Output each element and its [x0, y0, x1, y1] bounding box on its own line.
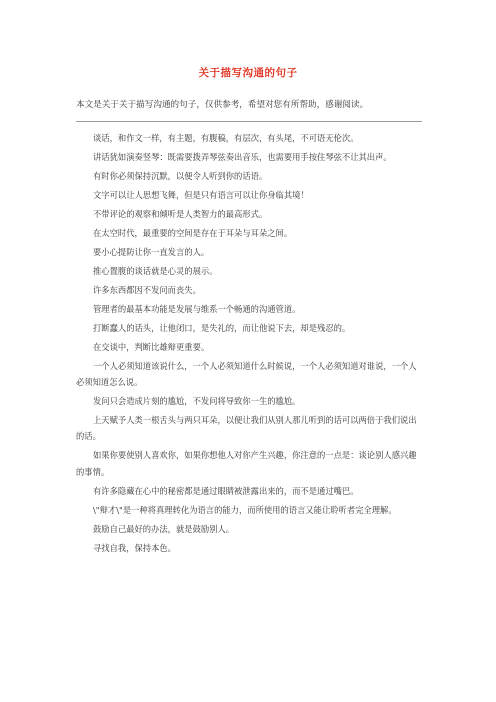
body-paragraph: 有许多隐藏在心中的秘密都是通过眼睛被泄露出来的，而不是通过嘴巴。 — [93, 485, 359, 496]
divider-line — [76, 121, 422, 122]
body-paragraph: 上天赋予人类一根舌头与两只耳朵，以便让我们从别人那儿听到的话可以两倍于我们说出的话。 — [76, 415, 417, 442]
body-paragraph: 要小心提防让你一直发言的人。 — [93, 247, 210, 257]
body-paragraph: 如果你要使别人喜欢你，如果你想他人对你产生兴趣，你注意的一点是：谈论别人感兴趣的事情。 — [76, 450, 417, 477]
body-paragraph: 管理者的最基本功能是发展与维系一个畅通的沟通管道。 — [93, 304, 301, 314]
body-paragraph: 一个人必须知道该说什么，一个人必须知道什么时候说，一个人必须知道对谁说，一个人必须知道怎么说。 — [76, 361, 417, 388]
body-paragraph: 打断蠢人的话头，让他闭口，是失礼的，而让他说下去，却是残忍的。 — [93, 323, 351, 333]
body-paragraph: 寻找自我，保持本色。 — [93, 542, 176, 553]
body-paragraph: 文字可以让人思想飞舞，但是只有语言可以让你身临其境！ — [93, 190, 309, 200]
body-paragraph: 发问只会造成片刻的尴尬，不发问将导致你一生的尴尬。 — [93, 396, 301, 407]
body-paragraph: 推心置腹的谈话就是心灵的展示。 — [93, 266, 218, 276]
document-title: 关于描写沟通的句子 — [198, 67, 298, 79]
body-paragraph: 有时你必须保持沉默，以便令人听到你的话语。 — [93, 171, 268, 181]
body-paragraph: 在太空时代，最重要的空间是存在于耳朵与耳朵之间。 — [93, 228, 293, 238]
body-paragraph: 讲话犹如演奏竖琴：既需要拨弄琴弦奏出音乐，也需要用手按住琴弦不让其出声。 — [93, 152, 392, 162]
body-paragraph: 许多东西都因不发问而丧失。 — [93, 285, 201, 295]
body-paragraph: 在交谈中，判断比雄辩更重要。 — [93, 342, 210, 352]
body-paragraph: 谈话，和作文一样，有主题，有腹稿，有层次，有头尾，不可语无伦次。 — [93, 133, 359, 143]
document-body — [76, 130, 422, 559]
body-paragraph: 鼓励自己最好的办法，就是鼓励别人。 — [93, 523, 235, 534]
document-intro: 本文是关于关于描写沟通的句子，仅供参考，希望对您有所帮助，感谢阅读。 — [76, 100, 369, 110]
body-paragraph: 不带评论的观察和倾听是人类智力的最高形式。 — [93, 209, 268, 219]
body-paragraph: \"辩才\"是一种将真理转化为语言的能力，而所使用的语言又能让聆听者完全理解。 — [93, 504, 397, 515]
